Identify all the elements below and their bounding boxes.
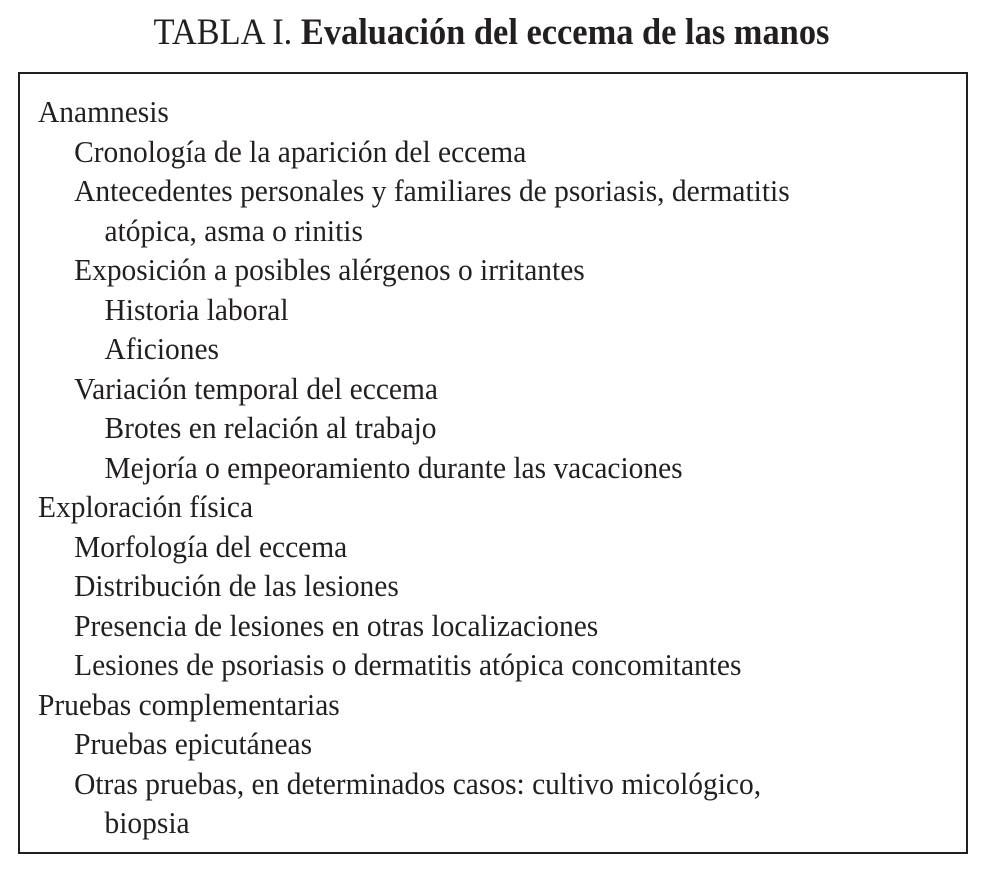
section-heading: Pruebas complementarias — [38, 686, 340, 722]
section-heading: Anamnesis — [38, 94, 169, 129]
list-item: Otras pruebas, en determinados casos: cultivo micológico, — [74, 765, 762, 801]
list-item: Antecedentes personales y familiares de psoriasis, dermatitis — [74, 173, 790, 208]
list-item: Variación temporal del eccema — [74, 370, 438, 406]
list-item: Cronología de la aparición del eccema — [74, 133, 527, 169]
list-item: Pruebas epicutáneas — [74, 726, 313, 761]
sub-list-item: atópica, asma o rinitis — [104, 212, 363, 248]
sub-list-item: Aficiones — [104, 331, 220, 366]
sub-list-item: Brotes en relación al trabajo — [104, 410, 437, 445]
table-title-main: Evaluación del eccema de las manos — [300, 12, 830, 53]
table-box — [18, 72, 968, 854]
section-heading: Exploración física — [38, 489, 254, 524]
list-item: Presencia de lesiones en otras localizaciones — [74, 607, 599, 643]
list-item: Lesiones de psoriasis o dermatitis atópica concomitantes — [74, 647, 742, 682]
list-item: Distribución de las lesiones — [74, 568, 399, 603]
sub-list-item: Mejoría o empeoramiento durante las vacaciones — [104, 449, 683, 485]
list-item: Exposición a posibles alérgenos o irritantes — [74, 252, 585, 287]
sub-list-item: Historia laboral — [104, 291, 289, 327]
table-rows — [38, 92, 958, 843]
sub-list-item: biopsia — [104, 805, 190, 840]
list-item: Morfología del eccema — [74, 528, 348, 564]
table-title-prefix: TABLA I. — [153, 12, 293, 53]
table-title — [34, 8, 948, 58]
